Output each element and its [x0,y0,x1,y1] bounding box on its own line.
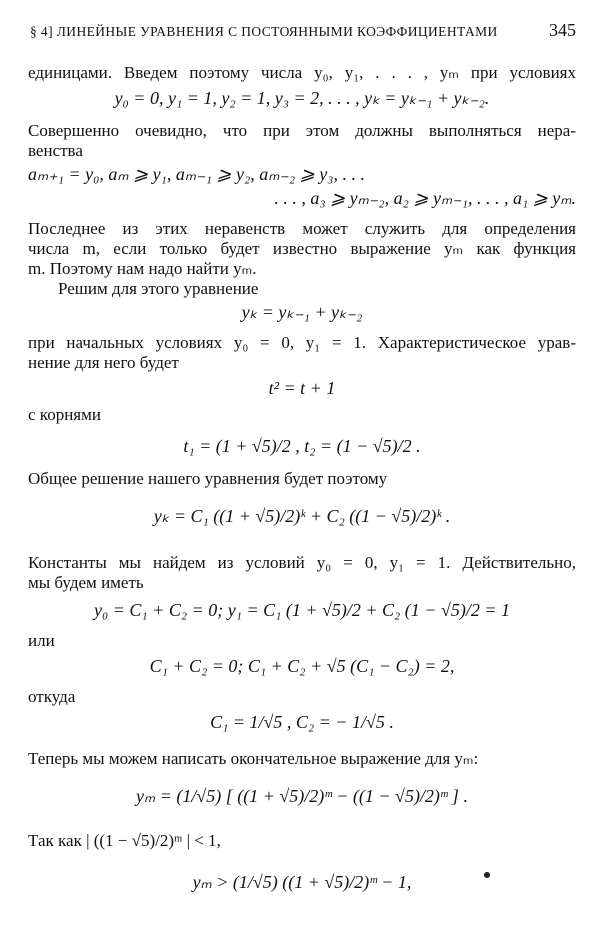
equation-initial-values: y₀ = 0, y₁ = 1, y₂ = 1, y₃ = 2, . . . , yₖ = yₖ₋₁ + yₖ₋₂. [114,88,490,108]
equation-constants-system: y₀ = C₁ + C₂ = 0; y₁ = C₁ (1 + √5)/2 + C₂ (1 − √5)/2 = 1 [94,600,510,620]
equation-characteristic: t² = t + 1 [268,378,336,398]
paragraph-line: Решим для этого уравнение [58,279,259,298]
equation-general-solution: yₖ = C₁ ((1 + √5)/2)ᵏ + C₂ ((1 − √5)/2)ᵏ . [153,506,451,526]
paragraph-line: единицами. Введем поэтому числа y₀, y₁, . . . , yₘ при условиях [28,63,576,82]
paragraph-line: m. Поэтому нам надо найти yₘ. [28,259,257,278]
book-page [28,18,576,928]
paragraph-line: с корнями [28,405,101,424]
ink-dot [484,872,490,878]
paragraph-line: откуда [28,687,76,706]
inequalities-line-1: aₘ₊₁ = y₀, aₘ ⩾ y₁, aₘ₋₁ ⩾ y₂, aₘ₋₂ ⩾ y₃, . . . [28,164,366,184]
paragraph-line: венства [28,141,83,160]
paragraph-line: Последнее из этих неравенств может служить для определения [28,219,576,238]
equation-constants-simplified: C₁ + C₂ = 0; C₁ + C₂ + √5 (C₁ − C₂) = 2, [149,656,455,676]
paragraph-line: или [28,631,55,650]
paragraph-line: нение для него будет [28,353,179,372]
paragraph-line: Так как | ((1 − √5)/2)ᵐ | < 1, [28,831,221,850]
paragraph-line: Общее решение нашего уравнения будет поэтому [28,469,388,488]
paragraph-line: Совершенно очевидно, что при этом должны выполняться нера- [28,121,576,140]
equation-inequality: yₘ > (1/√5) ((1 + √5)/2)ᵐ − 1, [192,872,412,892]
equation-roots: t₁ = (1 + √5)/2 , t₂ = (1 − √5)/2 . [183,436,421,456]
equation-final-expression: yₘ = (1/√5) [ ((1 + √5)/2)ᵐ − ((1 − √5)/2)ᵐ ] . [136,786,468,806]
paragraph-line: при начальных условиях y₀ = 0, y₁ = 1. Характеристическое урав- [28,333,576,352]
paragraph-line: Теперь мы можем написать окончательное выражение для yₘ: [28,749,479,768]
equation-recurrence: yₖ = yₖ₋₁ + yₖ₋₂ [241,302,363,322]
running-header [28,18,576,44]
paragraph-line: мы будем иметь [28,573,144,592]
paragraph-line: Константы мы найдем из условий y₀ = 0, y₁ = 1. Действительно, [28,553,576,572]
paragraph-line: числа m, если только будет известно выражение yₘ как функция [28,239,576,258]
equation-constants-values: C₁ = 1/√5 , C₂ = − 1/√5 . [210,712,394,732]
section-title: § 4] ЛИНЕЙНЫЕ УРАВНЕНИЯ С ПОСТОЯННЫМИ КОЭФФИЦИЕНТАМИ [30,24,498,39]
inequalities-line-2: . . . , a₃ ⩾ yₘ₋₂, a₂ ⩾ yₘ₋₁, . . . , a₁ ⩾ yₘ. [274,188,576,208]
page-number: 345 [549,20,576,40]
